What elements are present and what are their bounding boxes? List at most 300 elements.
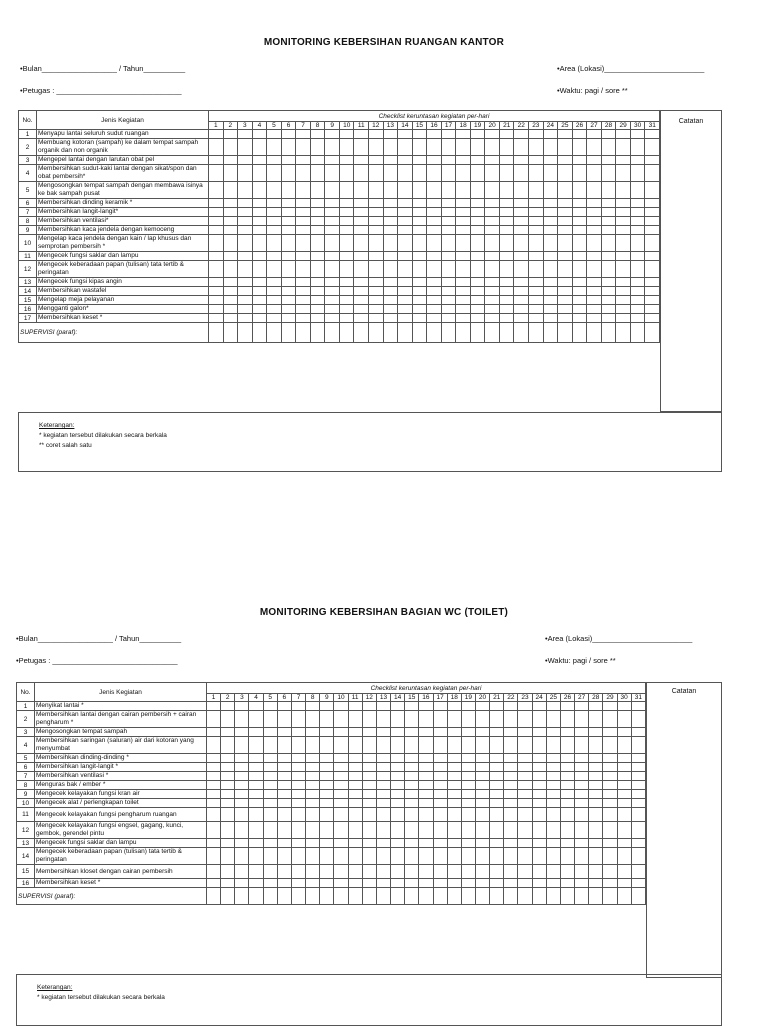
check-cell[interactable] <box>587 130 602 139</box>
check-cell[interactable] <box>560 781 574 790</box>
check-cell[interactable] <box>532 865 546 879</box>
check-cell[interactable] <box>223 182 238 199</box>
check-cell[interactable] <box>603 702 617 711</box>
check-cell[interactable] <box>362 711 376 728</box>
check-cell[interactable] <box>470 226 485 235</box>
check-cell[interactable] <box>221 754 235 763</box>
check-cell[interactable] <box>281 226 296 235</box>
check-cell[interactable] <box>419 790 433 799</box>
check-cell[interactable] <box>518 865 532 879</box>
check-cell[interactable] <box>447 879 461 888</box>
check-cell[interactable] <box>587 252 602 261</box>
check-cell[interactable] <box>514 226 529 235</box>
check-cell[interactable] <box>310 139 325 156</box>
check-cell[interactable] <box>532 848 546 865</box>
check-cell[interactable] <box>223 130 238 139</box>
check-cell[interactable] <box>616 252 631 261</box>
check-cell[interactable] <box>504 772 518 781</box>
check-cell[interactable] <box>514 305 529 314</box>
paraf-cell[interactable] <box>631 888 645 905</box>
check-cell[interactable] <box>376 822 390 839</box>
check-cell[interactable] <box>405 808 419 822</box>
check-cell[interactable] <box>441 130 456 139</box>
check-cell[interactable] <box>427 226 442 235</box>
check-cell[interactable] <box>320 702 334 711</box>
check-cell[interactable] <box>518 790 532 799</box>
catatan-column[interactable] <box>660 110 722 412</box>
check-cell[interactable] <box>320 822 334 839</box>
check-cell[interactable] <box>456 261 471 278</box>
check-cell[interactable] <box>572 235 587 252</box>
check-cell[interactable] <box>398 217 413 226</box>
check-cell[interactable] <box>601 217 616 226</box>
check-cell[interactable] <box>354 139 369 156</box>
check-cell[interactable] <box>603 772 617 781</box>
check-cell[interactable] <box>383 252 398 261</box>
check-cell[interactable] <box>475 754 489 763</box>
check-cell[interactable] <box>433 790 447 799</box>
check-cell[interactable] <box>306 737 320 754</box>
paraf-cell[interactable] <box>504 888 518 905</box>
check-cell[interactable] <box>223 156 238 165</box>
check-cell[interactable] <box>485 252 500 261</box>
check-cell[interactable] <box>461 763 475 772</box>
paraf-cell[interactable] <box>419 888 433 905</box>
check-cell[interactable] <box>354 208 369 217</box>
check-cell[interactable] <box>475 728 489 737</box>
check-cell[interactable] <box>398 130 413 139</box>
check-cell[interactable] <box>616 261 631 278</box>
check-cell[interactable] <box>543 261 558 278</box>
check-cell[interactable] <box>391 799 405 808</box>
check-cell[interactable] <box>456 182 471 199</box>
check-cell[interactable] <box>325 182 340 199</box>
check-cell[interactable] <box>532 879 546 888</box>
paraf-cell[interactable] <box>238 323 253 343</box>
check-cell[interactable] <box>532 737 546 754</box>
check-cell[interactable] <box>589 772 603 781</box>
check-cell[interactable] <box>325 305 340 314</box>
check-cell[interactable] <box>405 879 419 888</box>
check-cell[interactable] <box>543 130 558 139</box>
check-cell[interactable] <box>645 314 660 323</box>
check-cell[interactable] <box>587 199 602 208</box>
check-cell[interactable] <box>558 287 573 296</box>
check-cell[interactable] <box>320 839 334 848</box>
check-cell[interactable] <box>546 772 560 781</box>
check-cell[interactable] <box>207 790 221 799</box>
check-cell[interactable] <box>362 822 376 839</box>
check-cell[interactable] <box>518 763 532 772</box>
check-cell[interactable] <box>558 208 573 217</box>
check-cell[interactable] <box>514 278 529 287</box>
check-cell[interactable] <box>277 754 291 763</box>
check-cell[interactable] <box>223 217 238 226</box>
check-cell[interactable] <box>617 754 631 763</box>
check-cell[interactable] <box>560 737 574 754</box>
check-cell[interactable] <box>238 130 253 139</box>
check-cell[interactable] <box>325 165 340 182</box>
check-cell[interactable] <box>339 305 354 314</box>
check-cell[interactable] <box>601 278 616 287</box>
check-cell[interactable] <box>441 139 456 156</box>
check-cell[interactable] <box>221 879 235 888</box>
check-cell[interactable] <box>249 737 263 754</box>
paraf-cell[interactable] <box>320 888 334 905</box>
check-cell[interactable] <box>291 865 305 879</box>
check-cell[interactable] <box>485 287 500 296</box>
check-cell[interactable] <box>433 728 447 737</box>
check-cell[interactable] <box>238 314 253 323</box>
check-cell[interactable] <box>470 156 485 165</box>
check-cell[interactable] <box>587 208 602 217</box>
check-cell[interactable] <box>499 252 514 261</box>
check-cell[interactable] <box>207 865 221 879</box>
waktu-field[interactable]: •Waktu: pagi / sore ** <box>545 656 616 665</box>
paraf-cell[interactable] <box>412 323 427 343</box>
check-cell[interactable] <box>427 208 442 217</box>
check-cell[interactable] <box>572 199 587 208</box>
check-cell[interactable] <box>306 879 320 888</box>
check-cell[interactable] <box>603 728 617 737</box>
check-cell[interactable] <box>560 790 574 799</box>
check-cell[interactable] <box>427 182 442 199</box>
bulan-tahun-field[interactable]: •Bulan__________________ / Tahun__________ <box>16 634 182 643</box>
check-cell[interactable] <box>281 261 296 278</box>
check-cell[interactable] <box>589 754 603 763</box>
check-cell[interactable] <box>249 754 263 763</box>
check-cell[interactable] <box>546 790 560 799</box>
check-cell[interactable] <box>281 208 296 217</box>
check-cell[interactable] <box>354 199 369 208</box>
check-cell[interactable] <box>398 208 413 217</box>
check-cell[interactable] <box>630 287 645 296</box>
check-cell[interactable] <box>617 865 631 879</box>
check-cell[interactable] <box>546 781 560 790</box>
check-cell[interactable] <box>306 848 320 865</box>
check-cell[interactable] <box>412 130 427 139</box>
check-cell[interactable] <box>325 261 340 278</box>
check-cell[interactable] <box>376 781 390 790</box>
check-cell[interactable] <box>645 235 660 252</box>
check-cell[interactable] <box>499 305 514 314</box>
check-cell[interactable] <box>383 139 398 156</box>
check-cell[interactable] <box>369 252 384 261</box>
check-cell[interactable] <box>267 252 282 261</box>
check-cell[interactable] <box>441 261 456 278</box>
check-cell[interactable] <box>376 728 390 737</box>
check-cell[interactable] <box>348 808 362 822</box>
check-cell[interactable] <box>427 139 442 156</box>
check-cell[interactable] <box>441 217 456 226</box>
check-cell[interactable] <box>281 217 296 226</box>
check-cell[interactable] <box>601 314 616 323</box>
check-cell[interactable] <box>587 278 602 287</box>
check-cell[interactable] <box>419 808 433 822</box>
check-cell[interactable] <box>529 226 544 235</box>
check-cell[interactable] <box>207 711 221 728</box>
check-cell[interactable] <box>546 865 560 879</box>
check-cell[interactable] <box>310 217 325 226</box>
check-cell[interactable] <box>296 314 311 323</box>
check-cell[interactable] <box>310 199 325 208</box>
check-cell[interactable] <box>252 252 267 261</box>
check-cell[interactable] <box>334 763 348 772</box>
check-cell[interactable] <box>263 839 277 848</box>
check-cell[interactable] <box>263 865 277 879</box>
check-cell[interactable] <box>221 781 235 790</box>
check-cell[interactable] <box>238 165 253 182</box>
check-cell[interactable] <box>433 808 447 822</box>
check-cell[interactable] <box>601 261 616 278</box>
check-cell[interactable] <box>490 879 504 888</box>
check-cell[interactable] <box>514 287 529 296</box>
check-cell[interactable] <box>267 305 282 314</box>
check-cell[interactable] <box>209 226 224 235</box>
check-cell[interactable] <box>383 235 398 252</box>
paraf-cell[interactable] <box>296 323 311 343</box>
check-cell[interactable] <box>296 296 311 305</box>
check-cell[interactable] <box>310 252 325 261</box>
check-cell[interactable] <box>419 822 433 839</box>
check-cell[interactable] <box>485 296 500 305</box>
check-cell[interactable] <box>412 287 427 296</box>
check-cell[interactable] <box>277 848 291 865</box>
check-cell[interactable] <box>617 879 631 888</box>
check-cell[interactable] <box>572 182 587 199</box>
check-cell[interactable] <box>490 702 504 711</box>
check-cell[interactable] <box>306 822 320 839</box>
paraf-cell[interactable] <box>209 323 224 343</box>
check-cell[interactable] <box>575 781 589 790</box>
check-cell[interactable] <box>281 314 296 323</box>
check-cell[interactable] <box>601 130 616 139</box>
check-cell[interactable] <box>461 702 475 711</box>
check-cell[interactable] <box>529 305 544 314</box>
check-cell[interactable] <box>391 728 405 737</box>
check-cell[interactable] <box>419 799 433 808</box>
check-cell[interactable] <box>499 156 514 165</box>
check-cell[interactable] <box>267 235 282 252</box>
paraf-cell[interactable] <box>376 888 390 905</box>
check-cell[interactable] <box>470 252 485 261</box>
check-cell[interactable] <box>433 702 447 711</box>
check-cell[interactable] <box>263 737 277 754</box>
check-cell[interactable] <box>617 728 631 737</box>
check-cell[interactable] <box>291 822 305 839</box>
check-cell[interactable] <box>369 305 384 314</box>
check-cell[interactable] <box>238 156 253 165</box>
check-cell[interactable] <box>398 296 413 305</box>
check-cell[interactable] <box>252 139 267 156</box>
check-cell[interactable] <box>334 848 348 865</box>
check-cell[interactable] <box>645 305 660 314</box>
check-cell[interactable] <box>617 702 631 711</box>
check-cell[interactable] <box>546 822 560 839</box>
check-cell[interactable] <box>249 711 263 728</box>
paraf-cell[interactable] <box>514 323 529 343</box>
check-cell[interactable] <box>391 879 405 888</box>
paraf-cell[interactable] <box>339 323 354 343</box>
check-cell[interactable] <box>504 790 518 799</box>
check-cell[interactable] <box>603 754 617 763</box>
paraf-cell[interactable] <box>427 323 442 343</box>
check-cell[interactable] <box>362 799 376 808</box>
check-cell[interactable] <box>221 737 235 754</box>
check-cell[interactable] <box>252 182 267 199</box>
check-cell[interactable] <box>587 217 602 226</box>
check-cell[interactable] <box>221 848 235 865</box>
check-cell[interactable] <box>291 799 305 808</box>
check-cell[interactable] <box>221 763 235 772</box>
check-cell[interactable] <box>532 728 546 737</box>
check-cell[interactable] <box>603 711 617 728</box>
check-cell[interactable] <box>631 781 645 790</box>
check-cell[interactable] <box>617 839 631 848</box>
check-cell[interactable] <box>207 799 221 808</box>
check-cell[interactable] <box>514 261 529 278</box>
check-cell[interactable] <box>348 781 362 790</box>
check-cell[interactable] <box>249 808 263 822</box>
paraf-cell[interactable] <box>441 323 456 343</box>
check-cell[interactable] <box>383 287 398 296</box>
check-cell[interactable] <box>320 728 334 737</box>
check-cell[interactable] <box>575 848 589 865</box>
check-cell[interactable] <box>427 314 442 323</box>
check-cell[interactable] <box>504 711 518 728</box>
check-cell[interactable] <box>263 772 277 781</box>
paraf-cell[interactable] <box>221 888 235 905</box>
petugas-field[interactable]: •Petugas : ______________________________ <box>20 86 182 95</box>
check-cell[interactable] <box>572 252 587 261</box>
paraf-cell[interactable] <box>532 888 546 905</box>
check-cell[interactable] <box>601 226 616 235</box>
check-cell[interactable] <box>427 199 442 208</box>
check-cell[interactable] <box>427 252 442 261</box>
check-cell[interactable] <box>470 235 485 252</box>
check-cell[interactable] <box>235 737 249 754</box>
check-cell[interactable] <box>369 278 384 287</box>
check-cell[interactable] <box>391 822 405 839</box>
check-cell[interactable] <box>252 156 267 165</box>
check-cell[interactable] <box>235 865 249 879</box>
check-cell[interactable] <box>543 182 558 199</box>
check-cell[interactable] <box>546 737 560 754</box>
check-cell[interactable] <box>398 314 413 323</box>
check-cell[interactable] <box>543 305 558 314</box>
check-cell[interactable] <box>391 737 405 754</box>
check-cell[interactable] <box>560 879 574 888</box>
check-cell[interactable] <box>235 799 249 808</box>
check-cell[interactable] <box>207 702 221 711</box>
check-cell[interactable] <box>470 217 485 226</box>
check-cell[interactable] <box>461 728 475 737</box>
check-cell[interactable] <box>485 226 500 235</box>
check-cell[interactable] <box>221 790 235 799</box>
check-cell[interactable] <box>427 217 442 226</box>
check-cell[interactable] <box>558 235 573 252</box>
check-cell[interactable] <box>310 156 325 165</box>
check-cell[interactable] <box>470 208 485 217</box>
check-cell[interactable] <box>209 208 224 217</box>
check-cell[interactable] <box>391 839 405 848</box>
check-cell[interactable] <box>543 165 558 182</box>
check-cell[interactable] <box>617 822 631 839</box>
check-cell[interactable] <box>441 296 456 305</box>
check-cell[interactable] <box>362 772 376 781</box>
check-cell[interactable] <box>616 296 631 305</box>
check-cell[interactable] <box>441 252 456 261</box>
check-cell[interactable] <box>504 754 518 763</box>
check-cell[interactable] <box>383 130 398 139</box>
check-cell[interactable] <box>514 182 529 199</box>
check-cell[interactable] <box>631 865 645 879</box>
check-cell[interactable] <box>209 139 224 156</box>
check-cell[interactable] <box>447 737 461 754</box>
check-cell[interactable] <box>277 781 291 790</box>
check-cell[interactable] <box>490 737 504 754</box>
check-cell[interactable] <box>263 728 277 737</box>
check-cell[interactable] <box>391 772 405 781</box>
check-cell[interactable] <box>348 728 362 737</box>
check-cell[interactable] <box>354 182 369 199</box>
check-cell[interactable] <box>223 296 238 305</box>
check-cell[interactable] <box>575 822 589 839</box>
check-cell[interactable] <box>630 235 645 252</box>
check-cell[interactable] <box>601 287 616 296</box>
check-cell[interactable] <box>306 772 320 781</box>
check-cell[interactable] <box>263 763 277 772</box>
check-cell[interactable] <box>306 711 320 728</box>
check-cell[interactable] <box>362 790 376 799</box>
check-cell[interactable] <box>572 287 587 296</box>
check-cell[interactable] <box>543 314 558 323</box>
check-cell[interactable] <box>391 763 405 772</box>
check-cell[interactable] <box>221 728 235 737</box>
check-cell[interactable] <box>209 199 224 208</box>
check-cell[interactable] <box>589 879 603 888</box>
check-cell[interactable] <box>645 296 660 305</box>
check-cell[interactable] <box>560 763 574 772</box>
check-cell[interactable] <box>433 822 447 839</box>
check-cell[interactable] <box>325 217 340 226</box>
check-cell[interactable] <box>334 879 348 888</box>
check-cell[interactable] <box>235 879 249 888</box>
check-cell[interactable] <box>456 278 471 287</box>
check-cell[interactable] <box>485 305 500 314</box>
check-cell[interactable] <box>376 879 390 888</box>
check-cell[interactable] <box>296 182 311 199</box>
check-cell[interactable] <box>252 199 267 208</box>
check-cell[interactable] <box>267 165 282 182</box>
check-cell[interactable] <box>616 130 631 139</box>
check-cell[interactable] <box>558 165 573 182</box>
check-cell[interactable] <box>405 799 419 808</box>
check-cell[interactable] <box>499 278 514 287</box>
check-cell[interactable] <box>419 728 433 737</box>
check-cell[interactable] <box>383 199 398 208</box>
check-cell[interactable] <box>281 235 296 252</box>
check-cell[interactable] <box>249 848 263 865</box>
check-cell[interactable] <box>499 217 514 226</box>
check-cell[interactable] <box>320 737 334 754</box>
check-cell[interactable] <box>310 261 325 278</box>
check-cell[interactable] <box>447 772 461 781</box>
check-cell[interactable] <box>263 754 277 763</box>
check-cell[interactable] <box>320 763 334 772</box>
paraf-cell[interactable] <box>447 888 461 905</box>
check-cell[interactable] <box>572 296 587 305</box>
